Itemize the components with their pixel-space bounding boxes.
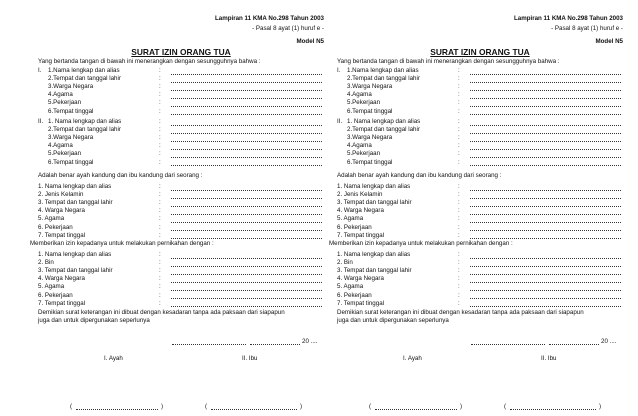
field-label: 4.Agama [48,142,73,150]
signature-mother-blank[interactable] [211,409,297,410]
field-colon: : [159,259,161,267]
field-colon: : [159,267,161,275]
signature-father-blank[interactable] [76,409,158,410]
field-label: 4.Agama [347,91,372,99]
field-colon: : [458,150,460,158]
field-blank[interactable] [470,165,621,166]
field-label: 5. Agama [38,283,65,291]
field-label: 5.Pekerjaan [48,99,82,107]
field-blank[interactable] [470,258,621,259]
field-colon: : [458,207,460,215]
header-article: - Pasal 8 ayat (1) huruf e - [551,25,623,32]
intro-text: Yang bertanda tangan di bawah ini menerangkan dengan sesungguhnya bahwa : [38,58,261,65]
field-blank[interactable] [171,290,322,291]
field-colon: : [458,183,460,190]
field-label: 5. Agama [38,215,65,223]
field-label: 1. Nama lengkap dan alias [38,251,112,258]
form-title: SURAT IZIN ORANG TUA [430,47,530,57]
field-colon: : [458,215,460,223]
signature-mother-label: II. Ibu [242,355,258,362]
field-label: 3. Tempat dan tanggal lahir [337,199,412,207]
closing-text-1: Demikian surat keterangan ini dibuat dengan kesadaran tanpa ada paksaan dari siapapun [337,309,584,316]
field-label: 3. Tempat dan tanggal lahir [337,267,412,275]
field-label: 7. Tempat tinggal [38,231,86,239]
field-label: 6.Tempat tinggal [48,107,94,115]
signature-mother-label: II. Ibu [541,355,557,362]
field-label: 1. Nama lengkap dan alias [38,183,112,190]
field-blank[interactable] [470,230,621,231]
field-label: 4. Warga Negara [38,207,85,215]
field-label: 3.Warga Negara [347,83,393,91]
field-blank[interactable] [470,74,621,75]
section2-marker: II. [337,118,343,125]
field-label: 5. Agama [337,283,364,291]
field-row [38,252,324,260]
field-label: 3. Tempat dan tanggal lahir [38,267,113,275]
field-colon: : [458,83,460,91]
field-label: 4. Warga Negara [337,207,384,215]
paren-close: ) [300,403,303,410]
field-colon: : [458,75,460,83]
permission-text: Memberikan izin kepadanya untuk melakukan pernikahan dengan : [30,240,214,247]
field-colon: : [458,126,460,134]
field-colon: : [458,107,460,115]
form-right [329,8,623,412]
field-colon: : [159,299,161,307]
field-row [337,276,623,284]
field-row [347,160,623,168]
field-label: 1. Nama lengkap dan alias [337,251,411,258]
intro-text: Yang bertanda tangan di bawah ini menerangkan dengan sesungguhnya bahwa : [337,58,560,65]
field-label: 6. Pekerjaan [337,291,372,299]
field-row [48,109,324,117]
field-label: 1.Nama lengkap dan alias [48,67,120,74]
field-row [337,252,623,260]
field-label: 4. Warga Negara [38,275,85,283]
field-label: 2.Tempat dan tanggal lahir [48,75,121,83]
field-blank[interactable] [171,74,322,75]
paren-close: ) [460,403,463,410]
field-blank[interactable] [470,149,621,150]
header-model: Model N5 [595,38,623,45]
field-blank[interactable] [470,190,621,191]
field-label: 5.Pekerjaan [48,150,82,158]
field-colon: : [458,142,460,150]
field-blank[interactable] [470,306,621,307]
field-colon: : [458,134,460,142]
field-label: 3.Warga Negara [48,83,94,91]
field-colon: : [458,283,460,291]
header-attachment: Lampiran 11 KMA No.298 Tahun 2003 [513,15,623,22]
field-colon: : [159,118,161,125]
field-row [48,160,324,168]
field-label: 1. Nama lengkap dan alias [337,183,411,190]
field-label: 2.Tempat dan tanggal lahir [347,75,420,83]
field-colon: : [458,99,460,107]
field-label: 6.Tempat tinggal [48,158,94,166]
field-row [337,301,623,309]
closing-text-2: juga dan untuk dipergunakan seperlunya [337,317,449,324]
field-row [38,216,324,224]
field-label: 2.Tempat dan tanggal lahir [48,126,121,134]
field-blank[interactable] [171,98,322,99]
field-blank[interactable] [171,190,322,191]
field-row [347,135,623,143]
field-blank[interactable] [171,82,322,83]
field-blank[interactable] [171,266,322,267]
header-model: Model N5 [296,38,324,45]
field-blank[interactable] [171,165,322,166]
field-blank[interactable] [470,290,621,291]
field-blank[interactable] [470,266,621,267]
field-row [347,84,623,92]
field-blank[interactable] [470,114,621,115]
signature-father-blank[interactable] [375,409,457,410]
field-blank[interactable] [470,274,621,275]
field-blank[interactable] [470,157,621,158]
paren-open: ( [205,403,208,410]
field-label: 4. Warga Negara [337,275,384,283]
field-label: 3.Warga Negara [48,134,94,142]
field-blank[interactable] [470,106,621,107]
field-blank[interactable] [470,125,621,126]
field-label: 6.Tempat tinggal [347,158,393,166]
field-row [38,301,324,309]
field-colon: : [159,150,161,158]
field-blank[interactable] [470,90,621,91]
field-blank[interactable] [470,298,621,299]
field-blank[interactable] [171,157,322,158]
date-year: 20 .... [601,338,617,345]
permission-text: Memberikan izin kepadanya untuk melakukan pernikahan dengan : [329,240,513,247]
section1-marker: I. [337,67,341,74]
field-colon: : [458,67,460,74]
date-place-blank[interactable] [471,344,545,345]
field-row [48,143,324,151]
field-row [337,216,623,224]
field-colon: : [159,134,161,142]
field-label: 1.Nama lengkap dan alias [347,67,419,74]
field-blank[interactable] [470,98,621,99]
field-blank[interactable] [171,238,322,239]
paren-open: ( [70,403,73,410]
field-blank[interactable] [470,238,621,239]
signature-father-label: I. Ayah [104,355,123,362]
field-label: 6.Tempat tinggal [347,107,393,115]
field-blank[interactable] [171,114,322,115]
field-colon: : [159,83,161,91]
header-article: - Pasal 8 ayat (1) huruf e - [252,25,324,32]
field-label: 6. Pekerjaan [337,223,372,231]
field-colon: : [159,75,161,83]
field-row [337,284,623,292]
paren-close: ) [599,403,602,410]
field-blank[interactable] [171,258,322,259]
field-colon: : [458,299,460,307]
field-colon: : [458,267,460,275]
section1-marker: I. [38,67,42,74]
closing-text-2: juga dan untuk dipergunakan seperlunya [38,317,150,324]
field-colon: : [159,291,161,299]
date-year: 20 .... [302,338,318,345]
field-blank[interactable] [171,274,322,275]
field-label: 2. Jenis Kelamin [38,191,84,199]
field-colon: : [458,91,460,99]
field-blank[interactable] [171,306,322,307]
paren-open: ( [504,403,507,410]
field-label: 5.Pekerjaan [347,99,381,107]
field-colon: : [159,99,161,107]
field-label: 3.Warga Negara [347,134,393,142]
field-colon: : [159,107,161,115]
field-blank[interactable] [470,206,621,207]
field-blank[interactable] [470,82,621,83]
field-colon: : [458,199,460,207]
paren-open: ( [369,403,372,410]
field-blank[interactable] [171,206,322,207]
field-label: 7. Tempat tinggal [337,231,385,239]
field-row [337,208,623,216]
field-colon: : [159,215,161,223]
field-label: 3. Tempat dan tanggal lahir [38,199,113,207]
field-blank[interactable] [470,222,621,223]
field-label: 6. Pekerjaan [38,291,73,299]
field-label: 1. Nama lengkap dan alias [347,118,421,125]
field-colon: : [159,223,161,231]
field-label: 2. Jenis Kelamin [337,191,383,199]
field-colon: : [159,183,161,190]
field-label: 5.Pekerjaan [347,150,381,158]
field-label: 1. Nama lengkap dan alias [48,118,122,125]
field-colon: : [159,91,161,99]
paren-close: ) [161,403,164,410]
field-blank[interactable] [171,230,322,231]
field-colon: : [159,67,161,74]
signature-mother-blank[interactable] [510,409,596,410]
signature-father-label: I. Ayah [403,355,422,362]
field-blank[interactable] [171,106,322,107]
field-colon: : [458,231,460,239]
field-blank[interactable] [171,125,322,126]
field-colon: : [458,291,460,299]
field-row [38,284,324,292]
field-colon: : [458,251,460,258]
parents-text: Adalah benar ayah kandung dan ibu kandung dari seorang : [38,172,203,179]
field-colon: : [159,275,161,283]
date-day-blank[interactable] [549,344,599,345]
field-label: 5. Agama [337,215,364,223]
field-colon: : [458,275,460,283]
closing-text-1: Demikian surat keterangan ini dibuat dengan kesadaran tanpa ada paksaan dari siapapun [38,309,285,316]
field-label: 6. Pekerjaan [38,223,73,231]
date-place-blank[interactable] [172,344,246,345]
field-blank[interactable] [171,214,322,215]
field-label: 7. Tempat tinggal [38,299,86,307]
field-label: 2.Tempat dan tanggal lahir [347,126,420,134]
field-row [38,208,324,216]
field-row [48,84,324,92]
form-title: SURAT IZIN ORANG TUA [131,47,231,57]
field-label: 4.Agama [48,91,73,99]
field-row [347,143,623,151]
field-colon: : [159,158,161,166]
section2-marker: II. [38,118,44,125]
field-label: 2. Bin [38,259,54,267]
field-blank[interactable] [171,298,322,299]
field-colon: : [159,191,161,199]
field-blank[interactable] [171,149,322,150]
field-label: 2. Bin [337,259,353,267]
field-blank[interactable] [171,198,322,199]
field-colon: : [159,231,161,239]
field-colon: : [458,259,460,267]
parents-text: Adalah benar ayah kandung dan ibu kandung dari seorang : [337,172,502,179]
field-blank[interactable] [171,141,322,142]
field-row [347,92,623,100]
field-row [38,276,324,284]
field-colon: : [458,191,460,199]
field-blank[interactable] [171,133,322,134]
field-colon: : [159,199,161,207]
field-colon: : [458,158,460,166]
field-colon: : [159,207,161,215]
field-colon: : [458,223,460,231]
field-row [48,135,324,143]
field-row [347,109,623,117]
field-blank[interactable] [470,133,621,134]
field-blank[interactable] [171,282,322,283]
field-row [48,92,324,100]
field-blank[interactable] [470,198,621,199]
field-label: 7. Tempat tinggal [337,299,385,307]
field-colon: : [159,126,161,134]
field-blank[interactable] [470,214,621,215]
field-colon: : [159,142,161,150]
field-label: 4.Agama [347,142,372,150]
field-colon: : [159,251,161,258]
form-left [30,8,324,412]
field-blank[interactable] [470,282,621,283]
field-colon: : [458,118,460,125]
field-blank[interactable] [470,141,621,142]
field-blank[interactable] [171,222,322,223]
header-attachment: Lampiran 11 KMA No.298 Tahun 2003 [214,15,324,22]
field-blank[interactable] [171,90,322,91]
date-day-blank[interactable] [250,344,300,345]
field-colon: : [159,283,161,291]
